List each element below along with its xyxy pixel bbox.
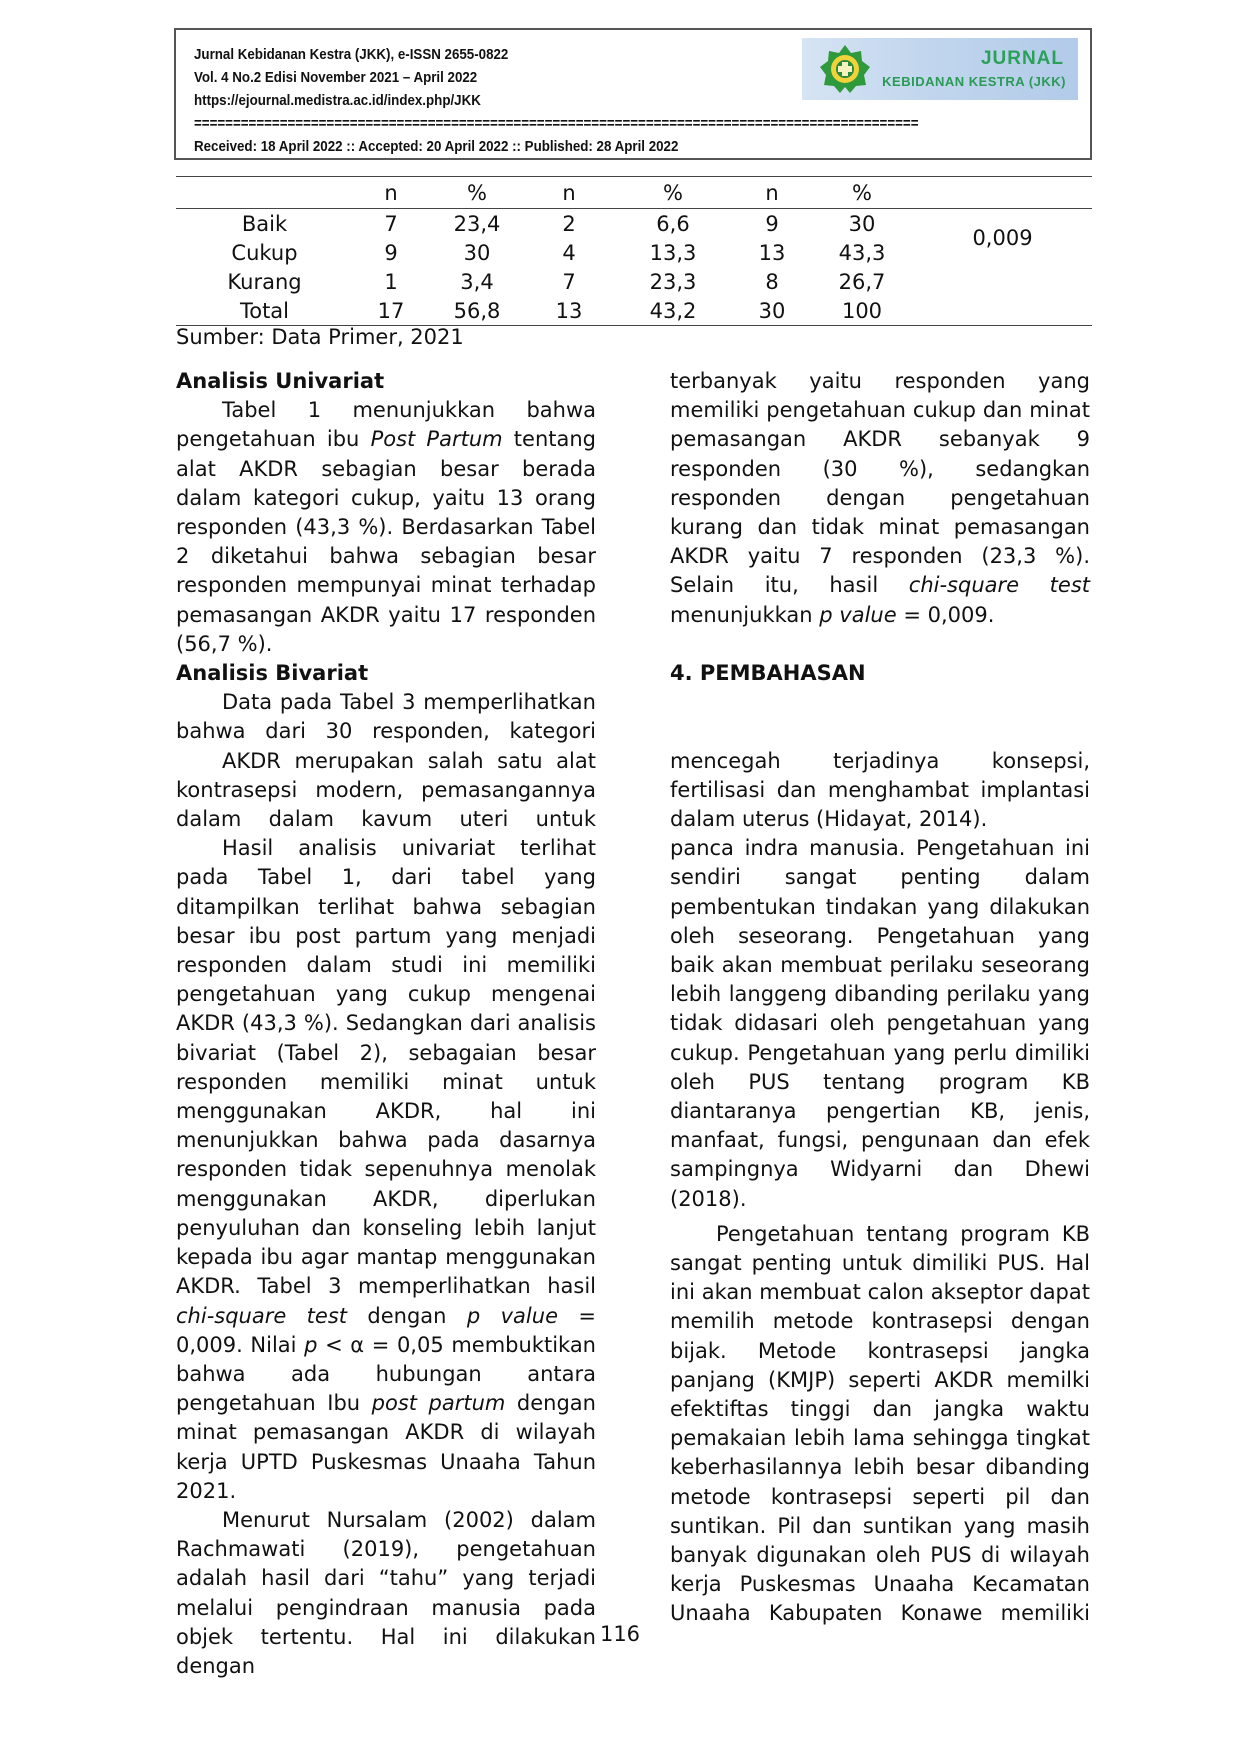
page-number: 116 [599, 1622, 641, 1646]
table-cell: 9 [765, 211, 779, 236]
table-header-cell [913, 177, 1092, 209]
text-run: < α = 0,05 membuktikan bahwa ada hubungan antara pengetahuan Ibu [176, 1332, 596, 1416]
table-cell: 7 [384, 211, 398, 236]
table-cell: Total [176, 296, 353, 326]
journal-title-line: Jurnal Kebidanan Kestra (JKK), e-ISSN 2655-0822 [194, 47, 509, 63]
logo-subtitle: KEBIDANAN KESTRA (JKK) [882, 74, 1066, 89]
paragraph-hasil-analisis [176, 834, 596, 1506]
journal-logo-banner [802, 38, 1078, 100]
table-header-cell: n [733, 177, 811, 209]
table-cell: 6,6 [656, 211, 690, 236]
table-header-cell: % [613, 177, 733, 209]
logo-title: JURNAL [980, 48, 1064, 69]
table-cell: 3,4 [460, 269, 494, 294]
text-run: tentang alat AKDR sebagian besar berada dalam kategori cukup, yaitu 13 orang responden (43,3 %). Berdasarkan Tabel 2 diketahui bahwa sebagian besar responden mempunyai minat terhadap pemasangan AKDR yaitu 17 responden (56,7 %). [176, 427, 596, 656]
table-header-cell: n [525, 177, 613, 209]
right-column [670, 367, 1090, 1629]
table-cell: 7 [562, 269, 576, 294]
italic-term: post partum [371, 1391, 506, 1416]
table-header-cell: n [353, 177, 429, 209]
text-run: menunjukkan [670, 602, 820, 627]
table-row [176, 209, 1092, 239]
paragraph-mencegah: mencegah terjadinya konsepsi, fertilisasi dan menghambat implantasi dalam uterus (Hidayat, 2014). [670, 748, 1090, 831]
table-cell: 13,3 [649, 240, 697, 265]
paragraph-nursalam: Menurut Nursalam (2002) dalam Rachmawati (2019), pengetahuan adalah hasil dari “tahu” yang terjadi melalui pengindraan manusia pada objek tertentu. Hal ini dilakukan dengan [176, 1507, 596, 1678]
spacer [670, 717, 1090, 746]
italic-term: p [304, 1332, 318, 1357]
paragraph-akdr: AKDR merupakan salah satu alat kontrasepsi modern, pemasangannya dalam dalam kavum uteri untuk [176, 748, 596, 832]
table-cell: 1 [384, 269, 398, 294]
journal-emblem-icon [818, 43, 872, 95]
text-run: Hasil analisis univariat terlihat pada Tabel 1, dari tabel yang ditampilkan terlihat bahwa sebagian besar ibu post partum yang menjadi responden dalam studi ini memiliki pengetahuan yang cukup mengenai AKDR (43,3 %). Sedangkan dari analisis bivariat (Tabel 2), sebagaian besar responden memiliki minat untuk menggunakan AKDR, hal ini menunjukkan bahwa pada dasarnya responden tidak sepenuhnya menolak menggunakan AKDR, diperlukan penyuluhan dan konseling lebih lanjut kepada ibu agar mantap menggunakan AKDR. Tabel 3 memperlihatkan hasil [176, 836, 596, 1299]
table-cell: 23,3 [649, 269, 697, 294]
table-cell: Cukup [231, 240, 298, 265]
table-cell: 30 [733, 296, 811, 326]
text-run: = 0,009. Nilai [176, 1303, 596, 1357]
table-row [176, 267, 1092, 296]
italic-term: chi-square test [176, 1303, 348, 1328]
table-cell: 9 [384, 240, 398, 265]
table-header-cell: % [811, 177, 913, 209]
journal-url-line[interactable]: https://ejournal.medistra.ac.id/index.php/JKK [194, 93, 481, 109]
table-cell: 26,7 [838, 269, 886, 294]
table-total-row [176, 296, 1092, 326]
table-cell: 13 [525, 296, 613, 326]
publication-dates: Received: 18 April 2022 :: Accepted: 20 April 2022 :: Published: 28 April 2022 [194, 139, 679, 155]
heading-pembahasan: 4. PEMBAHASAN [670, 661, 866, 686]
table-cell: 43,2 [613, 296, 733, 326]
table-cell: 43,3 [838, 240, 886, 265]
paragraph-bivariat: Data pada Tabel 3 memperlihatkan bahwa dari 30 responden, kategori [176, 690, 596, 744]
data-table [176, 176, 1092, 326]
italic-term: Post Partum [370, 427, 503, 452]
heading-analisis-univariat: Analisis Univariat [176, 369, 385, 393]
text-run: terbanyak yaitu responden yang memiliki pengetahuan cukup dan minat pemasangan AKDR sebanyak 9 responden (30 %), sedangkan responden dengan pengetahuan kurang dan tidak minat pemasangan AKDR yaitu 7 responden (23,3 %). Selain itu, hasil [670, 369, 1090, 598]
table-cell: 30 [463, 240, 491, 265]
journal-header [174, 28, 1092, 160]
left-column [176, 367, 596, 1681]
text-run: Tabel 1 menunjukkan bahwa pengetahuan ibu [176, 398, 596, 452]
paragraph-pengetahuan-kb: Pengetahuan tentang program KB sangat penting untuk dimiliki PUS. Hal ini akan membuat calon akseptor dapat memilih metode kontrasepsi dengan bijak. Metode kontrasepsi jangka panjang (KMJP) seperti AKDR memilki efektiftas tinggi dan jangka waktu pemakaian lebih lama sehingga tingkat keberhasilannya lebih besar dibanding metode kontrasepsi seperti pil dan suntikan. Pil dan suntikan yang masih banyak digunakan oleh PUS di wilayah kerja Puskesmas Unaaha Kecamatan Unaaha Kabupaten Konawe memiliki [670, 1221, 1090, 1626]
italic-term: chi-square test [908, 573, 1090, 598]
paragraph-panca-indra: panca indra manusia. Pengetahuan ini sendiri sangat penting dalam pembentukan tindakan yang dilakukan oleh seseorang. Pengetahuan yang baik akan membuat perilaku seseorang lebih langgeng dibanding perilaku yang tidak didasari oleh pengetahuan yang cukup. Pengetahuan yang perlu dimiliki oleh PUS tentang program KB diantaranya pengertian KB, jenis, manfaat, fungsi, pengunaan dan efek sampingnya Widyarni dan Dhewi (2018). [670, 836, 1090, 1211]
table-cell: 56,8 [429, 296, 525, 326]
text-run: = 0,009. [896, 602, 995, 627]
p-value-cell: 0,009 [972, 226, 1033, 250]
italic-term: p value [819, 602, 897, 627]
table-header-cell [176, 177, 353, 209]
text-run: dengan minat pemasangan AKDR di wilayah kerja UPTD Puskesmas Unaaha Tahun 2021. [176, 1391, 596, 1503]
journal-volume-line: Vol. 4 No.2 Edisi November 2021 – April 2022 [194, 70, 478, 86]
paragraph-continued [670, 367, 1090, 630]
heading-analisis-bivariat: Analisis Bivariat [176, 661, 369, 686]
table-cell-empty [913, 296, 1092, 326]
table-cell-empty [913, 267, 1092, 296]
table-header-row [176, 177, 1092, 209]
table-header-cell: % [429, 177, 525, 209]
table-cell: Baik [241, 211, 288, 236]
table-cell: 17 [353, 296, 429, 326]
table-cell: Kurang [227, 269, 302, 294]
paragraph-univariat [176, 396, 596, 659]
table-source-note: Sumber: Data Primer, 2021 [176, 325, 464, 349]
text-run: dengan [347, 1303, 467, 1328]
italic-term: p value [466, 1303, 558, 1328]
table-cell: 30 [848, 211, 876, 236]
table-cell: 13 [758, 240, 786, 265]
table-cell: 4 [562, 240, 576, 265]
table-cell: 23,4 [453, 211, 501, 236]
table-cell: 2 [562, 211, 576, 236]
spacer [670, 630, 1090, 659]
spacer [670, 688, 1090, 717]
header-separator: ============================================================================================= [194, 116, 919, 132]
table-cell: 8 [765, 269, 779, 294]
table-cell: 100 [811, 296, 913, 326]
